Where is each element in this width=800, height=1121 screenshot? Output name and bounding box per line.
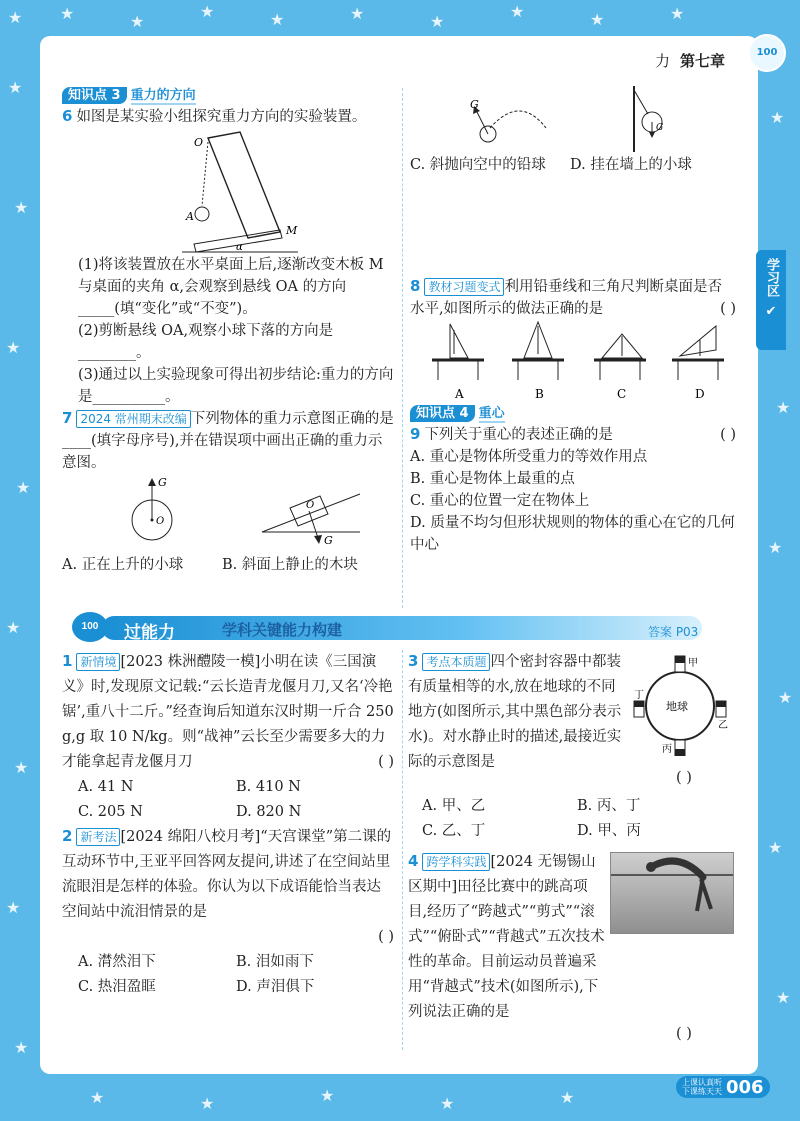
check-icon: ✔ xyxy=(765,304,777,319)
b3-number: 3 xyxy=(408,652,419,670)
high-jumper-icon xyxy=(611,853,733,933)
b2-options-1 xyxy=(62,950,394,975)
b4-number: 4 xyxy=(408,852,419,870)
b2-options-2 xyxy=(62,975,394,1000)
q7-figure xyxy=(62,474,392,554)
q6-part2: (2)剪断悬线 OA,观察小球下落的方向是________。 xyxy=(78,323,334,361)
b4-text: [2024 无锡锡山区期中]田径比赛中的跳高项目,经历了“跨越式”“剪式”“滚式”“俯卧式”“背越式”五次技术性的革命。目前运动员普遍采用“背越式”技术(如图所示),下列说法正确的是 xyxy=(408,854,605,1020)
q7-label-g1: G xyxy=(158,476,167,489)
q8-answer-blank[interactable]: ( ) xyxy=(720,301,736,317)
column-divider xyxy=(402,88,403,608)
mascot-icon: 100 xyxy=(748,34,786,72)
q7-label-o1: O xyxy=(156,516,165,527)
q6-stem xyxy=(62,106,396,128)
q6-label-o: O xyxy=(194,136,204,149)
q9-option-b[interactable]: B. 重心是物体上最重的点 xyxy=(410,471,575,487)
q7-text: 下列物体的重力示意图正确的是____(填字母序号),并在错误项中画出正确的重力示意图。 xyxy=(62,411,394,471)
b3-tag: 考点本质题 xyxy=(422,653,490,671)
q8-tag: 教材习题变式 xyxy=(424,278,504,296)
page-footer xyxy=(676,1076,770,1098)
kp4-title: 重心 xyxy=(478,406,505,421)
banner-subtitle: 学科关键能力构建 xyxy=(222,621,343,639)
q7-figure-cd xyxy=(410,84,730,154)
b1-options-1 xyxy=(62,775,394,800)
q7-option-a[interactable]: A. 正在上升的小球 xyxy=(62,557,184,573)
q6-label-alpha: α xyxy=(236,242,243,253)
side-tab-study-zone[interactable] xyxy=(756,250,786,350)
q6-label-m: M xyxy=(286,224,298,237)
q7-options-cd xyxy=(410,154,736,176)
b2-number: 2 xyxy=(62,827,73,845)
kp3-badge: 知识点 3 xyxy=(62,87,127,104)
bottom-left-column xyxy=(62,650,394,1000)
q8-label-a: A xyxy=(455,387,464,401)
q7-option-d[interactable]: D. 挂在墙上的小球 xyxy=(570,157,692,173)
knowledge-point-3 xyxy=(62,84,196,103)
q6-label-a: A xyxy=(186,210,194,223)
q9-option-d[interactable]: D. 质量不均匀但形状规则的物体的重心在它的几何中心 xyxy=(410,515,735,553)
q6-part1: (1)将该装置放在水平桌面上后,逐渐改变木板 M 与桌面的夹角 α,会观察到悬线 OA 的方向_____(填“变化”或“不变”)。 xyxy=(78,257,384,317)
q7-option-b[interactable]: B. 斜面上静止的木块 xyxy=(222,557,358,573)
b3-option-b[interactable]: B. 丙、丁 xyxy=(577,798,641,814)
q8-stem xyxy=(410,276,736,320)
star-background: ★ ★ ★ ★ ★ ★ ★ ★ ★ ★ ★ ★ ★ ★ ★ ★ ★ ★ ★ ★ ★ ★ ★ ★ ★ ★ ★ ★ ★ xyxy=(6,2,793,1113)
q7-number: 7 xyxy=(62,409,73,427)
b3-label-jia: 甲 xyxy=(688,658,698,669)
q7-option-c[interactable]: C. 斜抛向空中的铅球 xyxy=(410,157,546,173)
b4-answer-blank[interactable]: ( ) xyxy=(676,1026,692,1042)
b1-stem xyxy=(62,650,394,775)
q6-number: 6 xyxy=(62,107,73,125)
q8-label-c: C xyxy=(617,387,627,401)
q7-label-o2: O xyxy=(306,500,315,511)
knowledge-point-4 xyxy=(410,402,505,421)
q7-label-g2: G xyxy=(324,534,333,547)
b2-option-b[interactable]: B. 泪如雨下 xyxy=(236,954,314,970)
b3-stem xyxy=(408,650,630,775)
q6-part3: (3)通过以上实验现象可得出初步结论:重力的方向是__________。 xyxy=(78,367,394,405)
side-tab-label: 学习区 xyxy=(764,258,779,297)
spacer xyxy=(410,176,736,276)
b3-option-d[interactable]: D. 甲、丙 xyxy=(577,823,641,839)
q7-stem xyxy=(62,408,396,474)
q8-table-b xyxy=(512,322,564,380)
b4-stem xyxy=(408,850,606,1025)
b2-text: [2024 绵阳八校月考]“天宫课堂”第二课的互动环节中,王亚平回答网友提问,讲述了在空间站里流眼泪是怎样的体验。你认为以下成语能恰当表达空间站中流泪情景的是 xyxy=(62,829,392,920)
b2-stem xyxy=(62,825,394,925)
b1-options-2 xyxy=(62,800,394,825)
q8-table-c xyxy=(594,334,646,380)
header-chapter: 第七章 xyxy=(679,52,725,70)
left-column xyxy=(62,84,396,576)
b1-number: 1 xyxy=(62,652,73,670)
q7-label-g3: G xyxy=(470,98,479,111)
banner-mascot-icon: 100 xyxy=(72,612,108,642)
q9-answer-blank[interactable]: ( ) xyxy=(720,427,736,443)
kp3-title: 重力的方向 xyxy=(130,88,196,103)
b3-label-ding: 丁 xyxy=(634,690,644,701)
b1-text: [2023 株洲醴陵一模]小明在读《三国演义》时,发现原文记载:“云长造青龙偃月刀,又名‘冷艳锯’,重八十二斤。”经查询后知道东汉时期一斤合 250 g,g 取 10 N/kg。则“战神”云长至少需要多大的力才能拿起青龙偃月刀 xyxy=(62,654,394,770)
b2-tag: 新考法 xyxy=(76,828,120,846)
page-header xyxy=(655,50,725,71)
b1-tag: 新情境 xyxy=(76,653,120,671)
b3-figure xyxy=(632,654,732,756)
b2-answer-row xyxy=(62,925,394,950)
b1-option-d[interactable]: D. 820 N xyxy=(236,804,302,820)
b4-tag: 跨学科实践 xyxy=(422,853,490,871)
q8-label-b: B xyxy=(535,387,544,401)
q8-table-a xyxy=(432,324,484,380)
q8-table-d xyxy=(672,326,724,380)
right-column xyxy=(410,84,736,556)
high-jump-photo xyxy=(610,852,734,934)
b3-options xyxy=(422,794,732,844)
q7-tag: 2024 常州期末改编 xyxy=(76,410,190,428)
b2-answer-blank[interactable]: ( ) xyxy=(378,929,394,945)
column-divider-2 xyxy=(402,650,403,1050)
q8-text: 利用铅垂线和三角尺判断桌面是否水平,如图所示的做法正确的是 xyxy=(410,279,722,317)
b2-option-c[interactable]: C. 热泪盈眶 xyxy=(78,979,156,995)
q8-number: 8 xyxy=(410,277,421,295)
b3-label-bing: 丙 xyxy=(662,744,672,755)
q7-label-g4: G xyxy=(656,123,664,133)
b3-answer-blank[interactable]: ( ) xyxy=(676,770,692,786)
b3-option-a[interactable]: A. 甲、乙 xyxy=(422,798,486,814)
b1-option-a[interactable]: A. 41 N xyxy=(78,779,134,795)
q9-option-c[interactable]: C. 重心的位置一定在物体上 xyxy=(410,493,590,509)
b1-option-c[interactable]: C. 205 N xyxy=(78,804,143,820)
banner-title: 过能力 xyxy=(124,623,175,643)
q9-stem xyxy=(410,424,736,446)
q7-options xyxy=(62,554,396,576)
q9-text: 下列关于重心的表述正确的是 xyxy=(424,427,613,443)
b3-option-c[interactable]: C. 乙、丁 xyxy=(422,823,486,839)
section-banner xyxy=(72,612,724,642)
kp4-badge: 知识点 4 xyxy=(410,405,475,422)
answer-reference[interactable]: 答案 P03 xyxy=(648,625,699,639)
page-number: 006 xyxy=(726,1076,764,1098)
q9-option-a[interactable]: A. 重心是物体所受重力的等效作用点 xyxy=(410,449,648,465)
b3-label-yi: 乙 xyxy=(718,720,728,731)
banner-bar xyxy=(102,616,702,640)
b1-answer-blank[interactable]: ( ) xyxy=(378,754,394,770)
q9-number: 9 xyxy=(410,425,421,443)
b3-text: 四个密封容器中都装有质量相等的水,放在地球的不同地方(如图所示,其中黑色部分表示水)。对水静止时的描述,最接近实际的示意图是 xyxy=(408,654,622,770)
header-subject: 力 xyxy=(654,52,670,70)
q8-figure xyxy=(410,320,730,402)
b3-label-earth: 地球 xyxy=(666,700,688,713)
q8-label-d: D xyxy=(695,387,705,401)
footer-slogan: 上课认真听 下课练天天 xyxy=(682,1078,722,1096)
b1-option-b[interactable]: B. 410 N xyxy=(236,779,301,795)
b2-option-a[interactable]: A. 潸然泪下 xyxy=(78,954,156,970)
b2-option-d[interactable]: D. 声泪俱下 xyxy=(236,979,315,995)
q6-text: 如图是某实验小组探究重力方向的实验装置。 xyxy=(76,109,367,125)
q6-figure xyxy=(62,128,392,254)
